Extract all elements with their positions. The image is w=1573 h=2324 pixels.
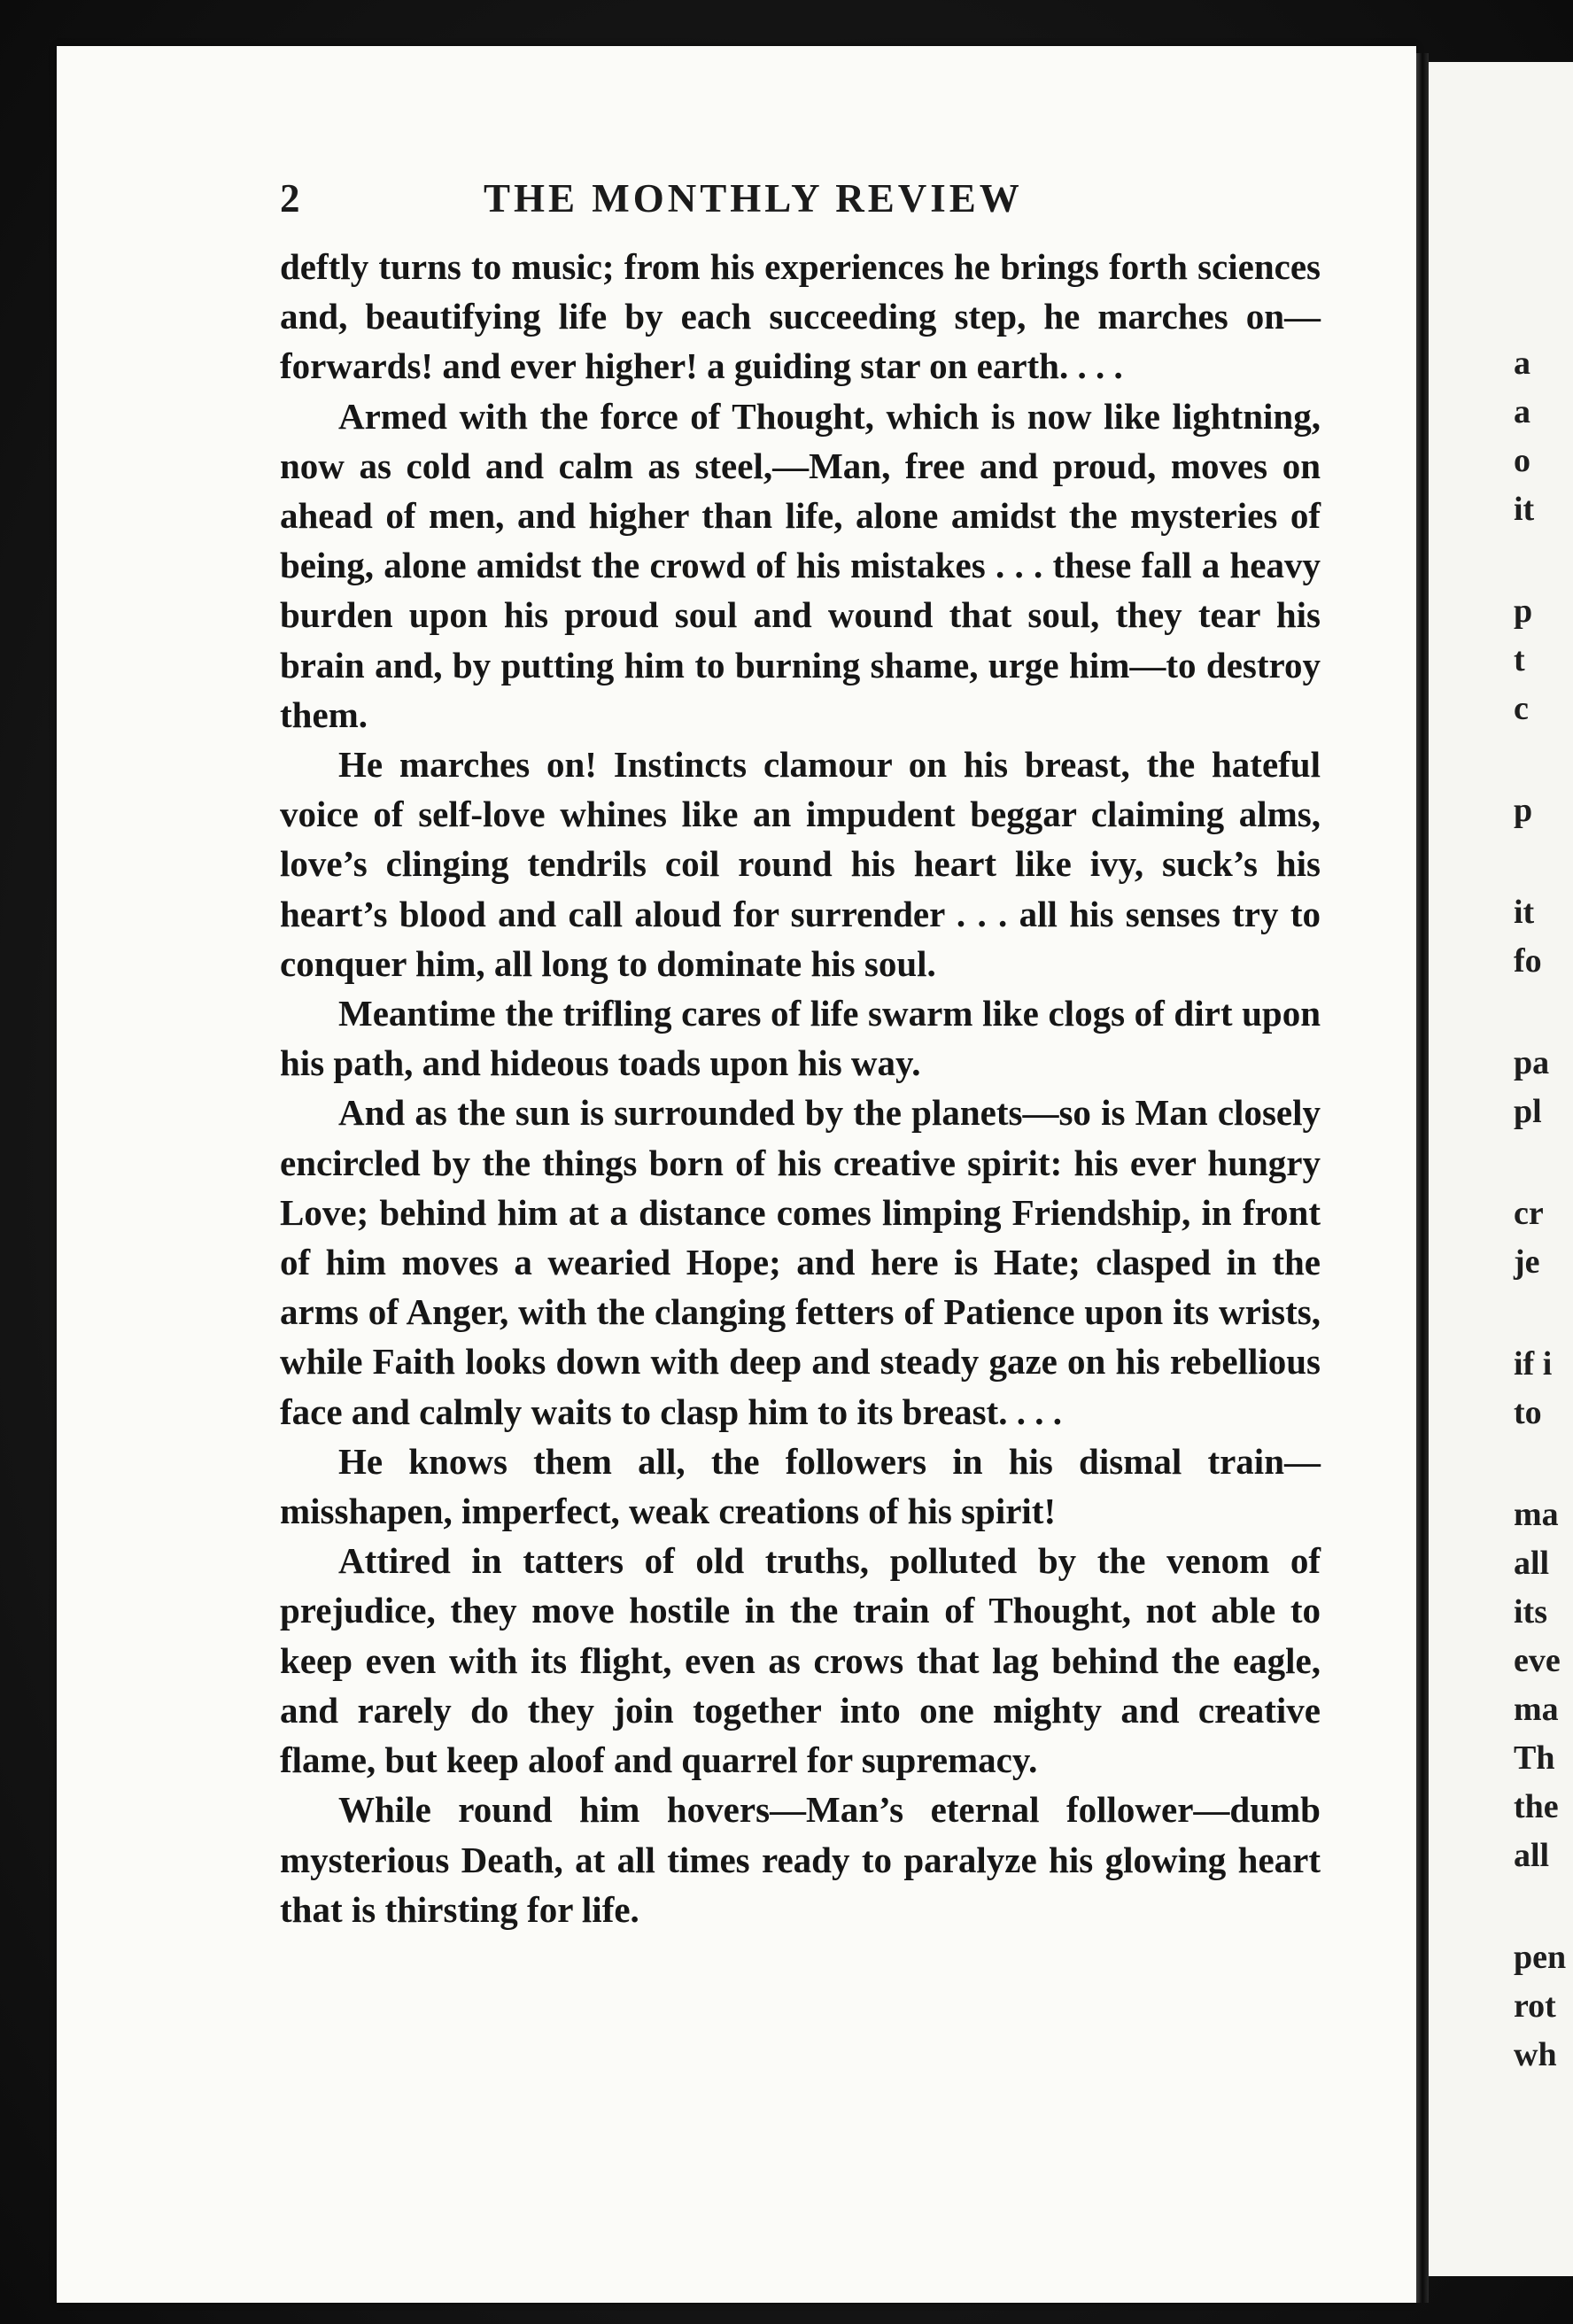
- facing-fragment: to: [1514, 1394, 1542, 1431]
- paragraph-7: Attired in tatters of old truths, polluted by the venom of prejudice, they move hostile in the train of Thought, not able to keep even with its flight, even as crows that lag behind the eagle, and rarely do they join together into one mighty and creative flame, but keep aloof and quarrel for supremacy.: [280, 1540, 1321, 1781]
- paragraph-5: And as the sun is surrounded by the planets—so is Man closely encircled by the things born of his creative spirit: his ever hungry Love; behind him at a distance comes limping Friendship, in front of him moves a wearied Hope; and here is Hate; clasped in the arms of Anger, with the clanging fetters of Patience upon its wrists, while Faith looks down with deep and steady gaze on his rebellious face and calmly waits to clasp him to its breast. . . .: [280, 1092, 1321, 1432]
- facing-fragment: p: [1514, 792, 1533, 829]
- facing-fragment: its: [1514, 1593, 1547, 1631]
- facing-fragment: it: [1514, 894, 1535, 931]
- paragraph-2: Armed with the force of Thought, which is now like lightning, now as cold and calm as steel,—Man, free and proud, moves on ahead of men, and higher than life, alone amidst the mysteries of being, alone amidst the crowd of his mistakes . . . these fall a heavy burden upon his proud soul and wound that soul, they tear his brain and, by putting him to burning shame, urge him—to destroy them.: [280, 395, 1321, 735]
- facing-fragment: wh: [1514, 2036, 1557, 2073]
- book-gutter: [1416, 53, 1429, 2303]
- body-text: [280, 242, 1321, 1934]
- facing-fragment: the: [1514, 1788, 1559, 1825]
- facing-page-text: [1429, 62, 1573, 2276]
- running-head: [220, 175, 1336, 220]
- facing-fragment: it: [1514, 491, 1535, 528]
- facing-fragment: t: [1514, 641, 1525, 678]
- facing-page-edge: [1429, 62, 1573, 2276]
- facing-fragment: c: [1514, 690, 1529, 727]
- facing-fragment: a: [1514, 345, 1530, 382]
- facing-fragment: p: [1514, 593, 1533, 630]
- facing-fragment: all: [1514, 1837, 1550, 1874]
- facing-fragment: rot: [1514, 1987, 1556, 2025]
- facing-fragment: if i: [1514, 1345, 1553, 1383]
- paragraph-4: Meantime the trifling cares of life swarm like clogs of dirt upon his path, and hideous toads upon his way.: [280, 993, 1321, 1084]
- paragraph-3: He marches on! Instincts clamour on his breast, the hateful voice of self-love whines like an impudent beggar claiming alms, love’s clinging tendrils coil round his heart like ivy, suck’s his heart’s blood and call aloud for surrender . . . all his senses try to conquer him, all long to dominate his soul.: [280, 744, 1321, 984]
- paragraph-8: While round him hovers—Man’s eternal follower—dumb mysterious Death, at all times ready to paralyze his glowing heart that is thirsting for life.: [280, 1789, 1321, 1930]
- facing-fragment: je: [1514, 1243, 1540, 1281]
- facing-fragment: cr: [1514, 1195, 1544, 1232]
- facing-fragment: ma: [1514, 1691, 1559, 1728]
- page-number: 2: [280, 176, 300, 221]
- facing-fragment: ma: [1514, 1496, 1559, 1533]
- facing-fragment: Th: [1514, 1739, 1555, 1777]
- facing-fragment: pen: [1514, 1939, 1567, 1976]
- facing-fragment: fo: [1514, 942, 1542, 980]
- facing-fragment: o: [1514, 442, 1530, 479]
- facing-fragment: a: [1514, 393, 1530, 430]
- journal-title: THE MONTHLY REVIEW: [484, 176, 1023, 221]
- paragraph-6: He knows them all, the followers in his dismal train—misshapen, imperfect, weak creations of his spirit!: [280, 1440, 1321, 1532]
- facing-fragment: pa: [1514, 1044, 1550, 1081]
- facing-fragment: eve: [1514, 1642, 1561, 1679]
- paragraph-1: deftly turns to music; from his experiences he brings forth sciences and, beautifying life by each succeeding step, he marches on—forwards! and ever higher! a guiding star on earth. . . .: [280, 246, 1321, 387]
- facing-fragment: pl: [1514, 1093, 1542, 1130]
- facing-fragment: all: [1514, 1545, 1550, 1582]
